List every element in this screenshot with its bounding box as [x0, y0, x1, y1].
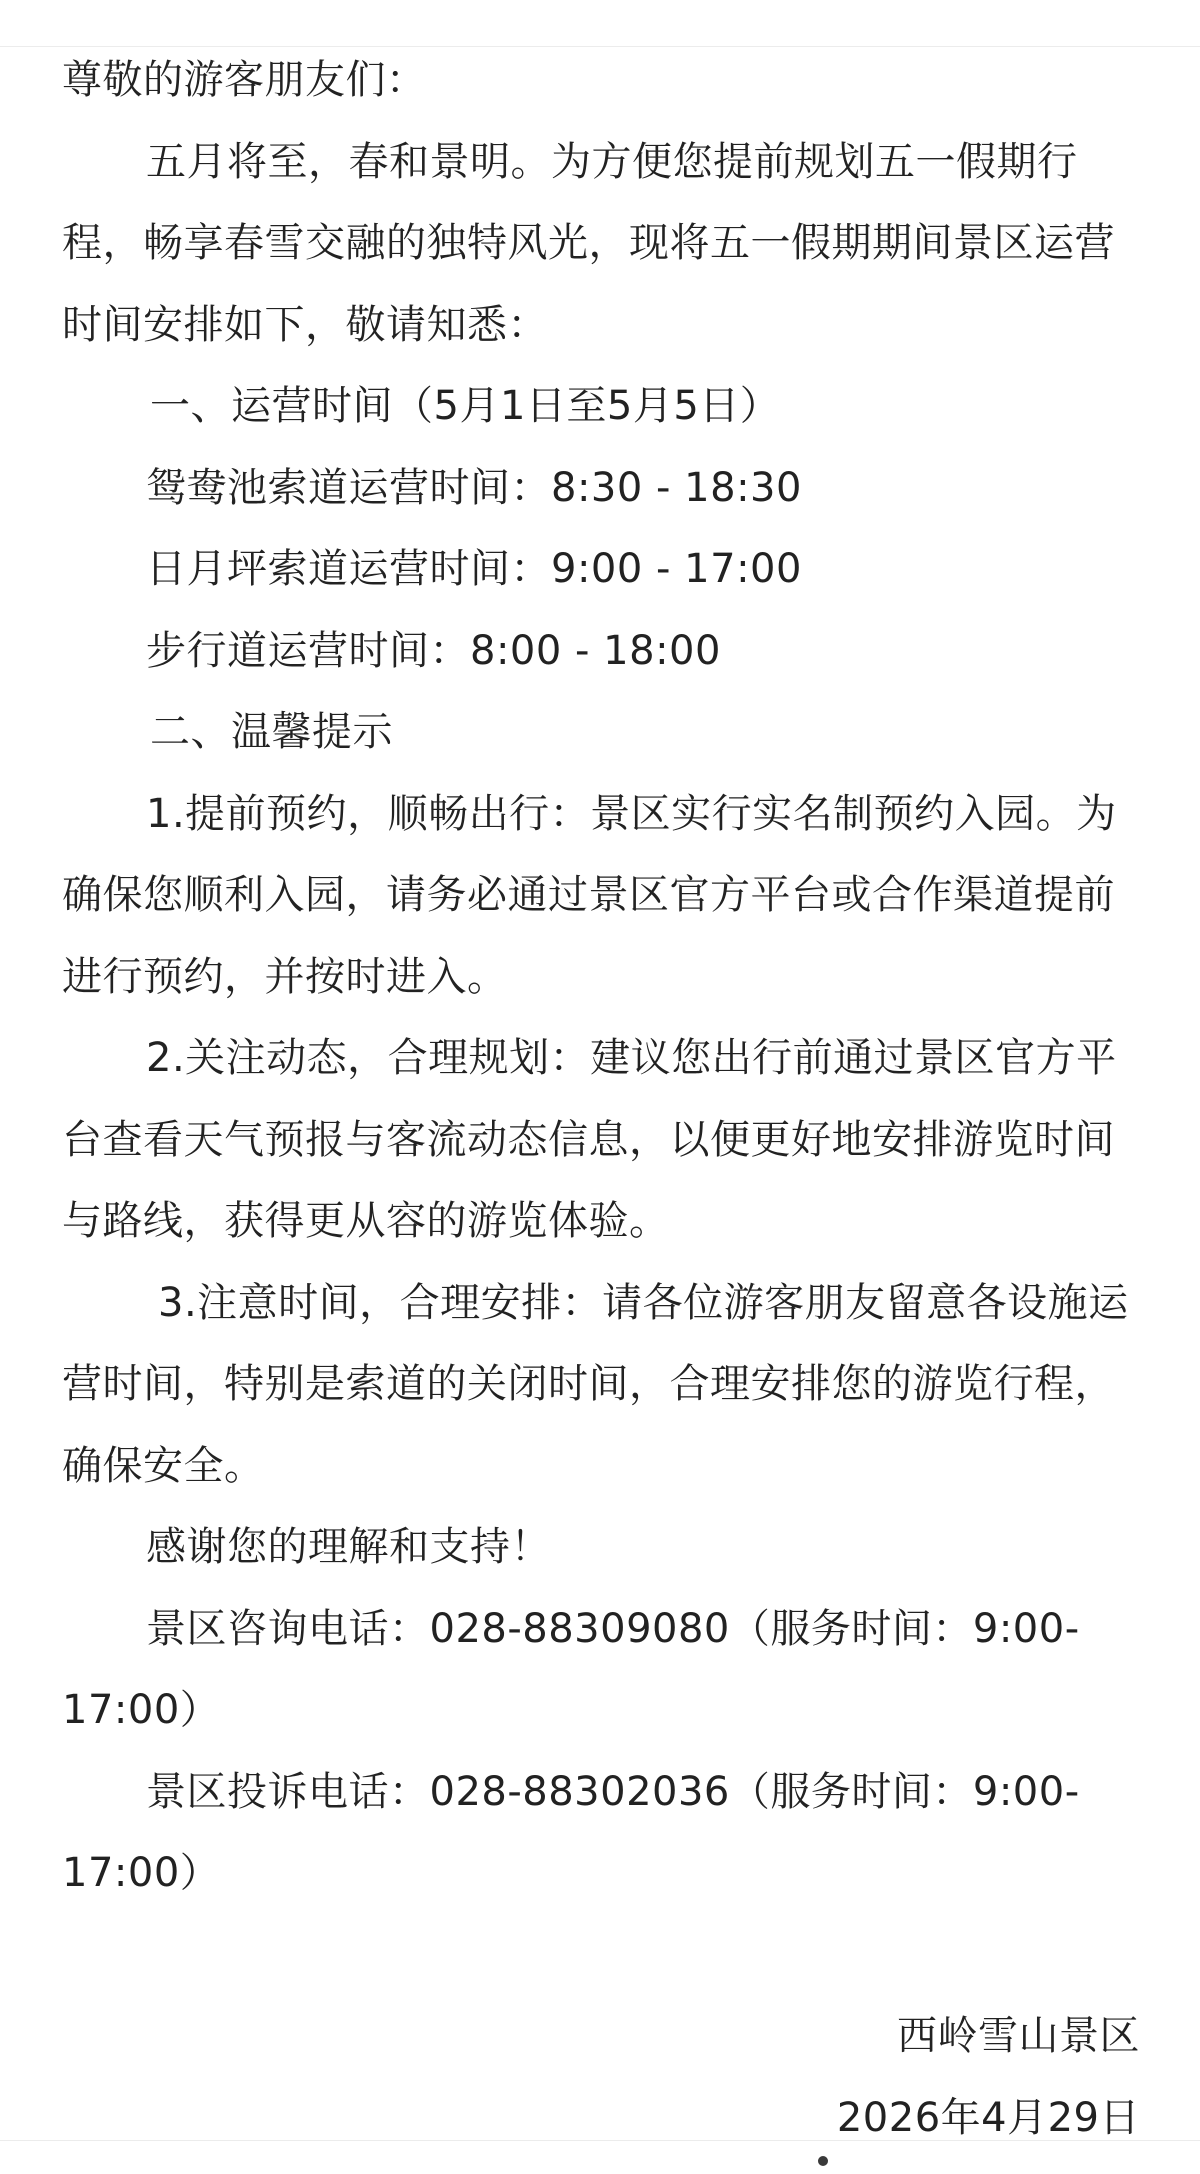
- section-heading-operating-hours: 一、运营时间（5月1日至5月5日）: [150, 383, 781, 429]
- complaint-phone: 景区投诉电话：028-88302036（服务时间：9:00-17:00）: [62, 1768, 1080, 1896]
- intro-paragraph: 五月将至，春和景明。为方便您提前规划五一假期行程，畅享春雪交融的独特风光，现将五一假期期间景区运营时间安排如下，敬请知悉：: [62, 138, 1115, 348]
- tip-mind-time: 3.注意时间，合理安排：请各位游客朋友留意各设施运营时间，特别是索道的关闭时间，合理安排您的游览行程，确保安全。: [62, 1279, 1129, 1489]
- spacer: [62, 1915, 1140, 1997]
- tip-reservation: 1.提前预约，顺畅出行：景区实行实名制预约入园。为确保您顺利入园，请务必通过景区官方平台或合作渠道提前进行预约，并按时进入。: [62, 790, 1117, 1000]
- signature-date: 2026年4月29日: [836, 2094, 1140, 2141]
- hours-line-yuanyangchi-cableway: 鸳鸯池索道运营时间：8:30 - 18:30: [146, 464, 802, 511]
- thanks-line: 感谢您的理解和支持！: [146, 1524, 551, 1570]
- bottom-divider: [0, 2140, 1200, 2141]
- signature-organization: 西岭雪山景区: [897, 2013, 1140, 2059]
- salutation: 尊敬的游客朋友们：: [62, 57, 427, 103]
- section-heading-tips: 二、温馨提示: [150, 709, 393, 755]
- hours-line-riyueping-cableway: 日月坪索道运营时间：9:00 - 17:00: [146, 546, 802, 592]
- bottom-dot-icon: [818, 2156, 828, 2166]
- notice-document: [62, 40, 1140, 2159]
- consult-phone: 景区咨询电话：028-88309080（服务时间：9:00-17:00）: [62, 1605, 1080, 1733]
- hours-line-walkway: 步行道运营时间：8:00 - 18:00: [146, 627, 721, 674]
- tip-check-updates: 2.关注动态，合理规划：建议您出行前通过景区官方平台查看天气预报与客流动态信息，以便更好地安排游览时间与路线，获得更从容的游览体验。: [62, 1035, 1117, 1244]
